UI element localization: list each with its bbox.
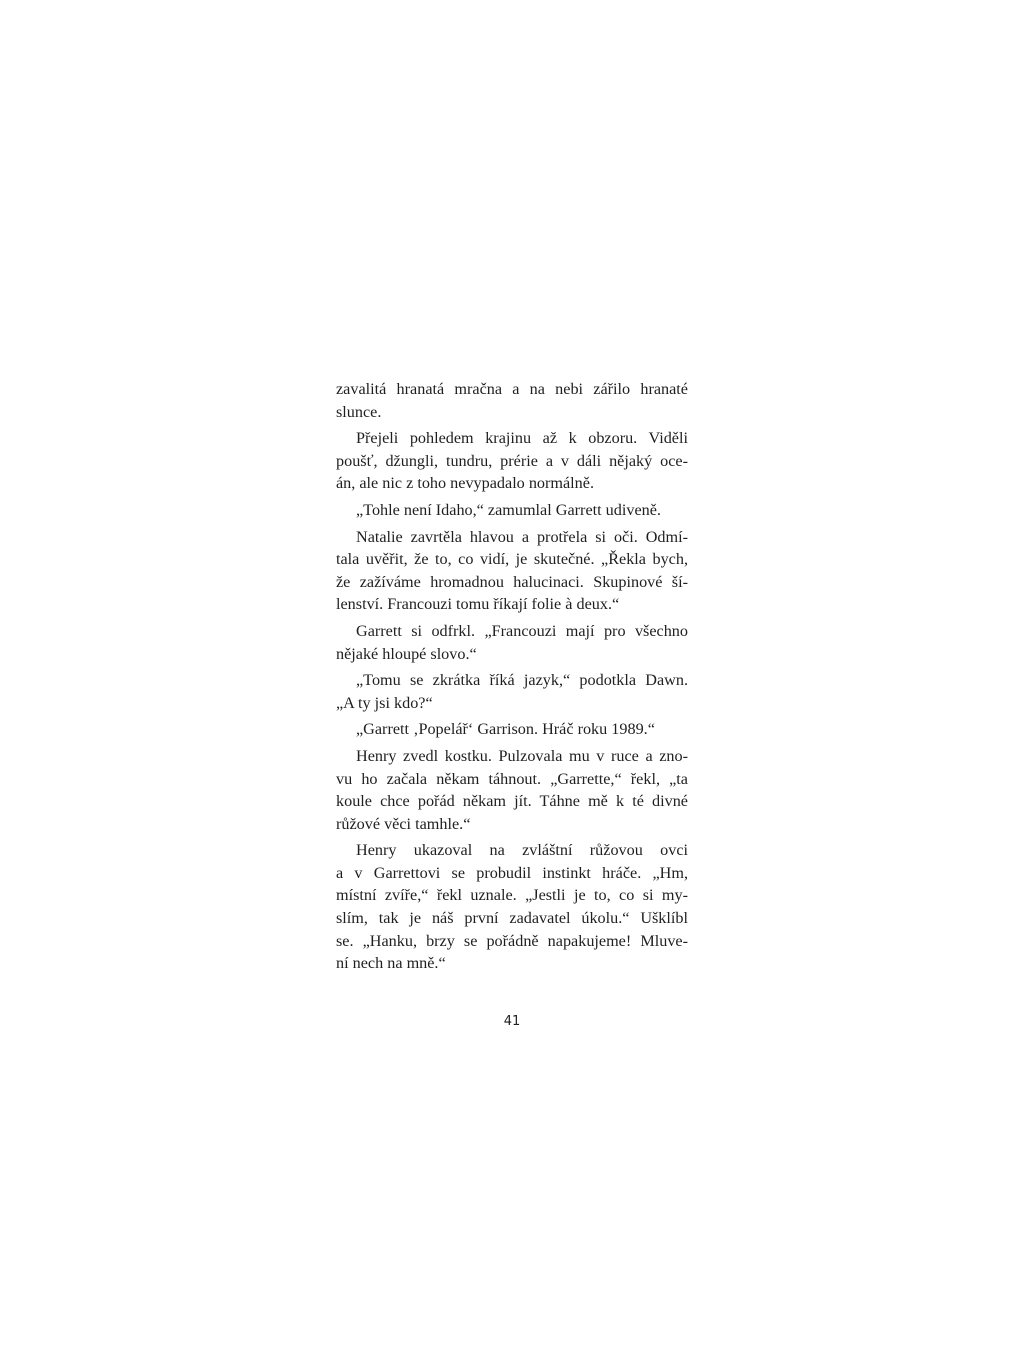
- text-line: „A ty jsi kdo?“: [336, 693, 433, 712]
- text-line: slím, tak je náš první zadavatel úkolu.“ Ušklíbl: [336, 909, 688, 928]
- paragraph: [336, 839, 688, 975]
- text-line: vu ho začala někam táhnout. „Garrette,“ řekl, „ta: [336, 769, 688, 788]
- text-line: „Tomu se zkrátka říká jazyk,“ podotkla Dawn.: [356, 671, 688, 690]
- text-line: Henry zvedl kostku. Pulzovala mu v ruce a zno-: [356, 746, 688, 765]
- paragraph: [336, 669, 688, 714]
- text-line: že zažíváme hromadnou halucinaci. Skupinové ší-: [336, 572, 688, 591]
- text-line: án, ale nic z toho nevypadalo normálně.: [336, 474, 595, 493]
- text-line: růžové věci tamhle.“: [336, 814, 471, 833]
- text-line: tala uvěřit, že to, co vidí, je skutečné. „Řekla bych,: [336, 550, 688, 569]
- text-line: Přejeli pohledem krajinu až k obzoru. Viděli: [356, 429, 688, 448]
- paragraph: [336, 526, 688, 616]
- text-line: Natalie zavrtěla hlavou a protřela si oči. Odmí-: [356, 527, 688, 546]
- paragraph: [336, 499, 688, 522]
- text-line: se. „Hanku, brzy se pořádně napakujeme! Mluve-: [336, 931, 688, 950]
- text-line: místní zvíře,“ řekl uznale. „Jestli je to, co si my-: [336, 886, 688, 905]
- text-line: „Garrett ‚Popelář‘ Garrison. Hráč roku 1989.“: [356, 720, 655, 739]
- paragraph: [336, 620, 688, 665]
- text-line: ní nech na mně.“: [336, 954, 446, 973]
- text-line: slunce.: [336, 402, 382, 421]
- paragraph: [336, 427, 688, 495]
- text-line: Henry ukazoval na zvláštní růžovou ovci: [356, 841, 688, 860]
- text-line: koule chce pořád někam jít. Táhne mě k té divné: [336, 792, 688, 811]
- paragraph: [336, 378, 688, 423]
- text-line: poušť, džungli, tundru, prérie a v dáli nějaký oce-: [336, 451, 688, 470]
- text-line: nějaké hloupé slovo.“: [336, 644, 477, 663]
- page-number: 41: [503, 1014, 521, 1029]
- text-line: zavalitá hranatá mračna a na nebi zářilo hranaté: [336, 380, 688, 398]
- body-text: [336, 378, 688, 979]
- paragraph: [336, 718, 688, 741]
- text-line: „Tohle není Idaho,“ zamumlal Garrett udiveně.: [356, 500, 661, 519]
- text-line: lenství. Francouzi tomu říkají folie à deux.“: [336, 595, 620, 614]
- paragraph: [336, 745, 688, 835]
- text-line: a v Garrettovi se probudil instinkt hráče. „Hm,: [336, 863, 688, 882]
- text-line: Garrett si odfrkl. „Francouzi mají pro všechno: [356, 621, 688, 640]
